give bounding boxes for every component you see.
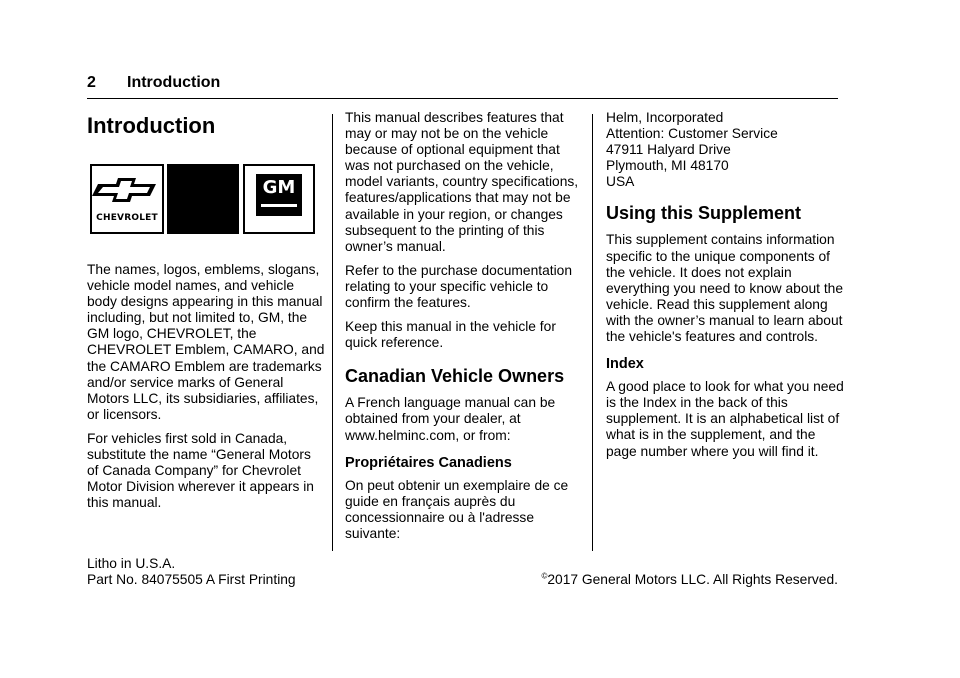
- copyright-text: 2017 General Motors LLC. All Rights Reserved.: [547, 572, 838, 587]
- column-1: [87, 110, 325, 519]
- keep-manual-paragraph: Keep this manual in the vehicle for quick reference.: [345, 319, 556, 351]
- heading-index: Index: [606, 356, 644, 373]
- address-block: [606, 110, 846, 190]
- dark-logo-panel: [167, 164, 239, 234]
- header-rule: [87, 98, 838, 99]
- address-line: Attention: Customer Service: [606, 126, 778, 142]
- features-paragraph: This manual describes features that may or may not be on the vehicle because of optional equipment that was not purchased on the vehicle, model variants, country specifications, features/applications that may not be available in your region, or changes subsequent to the printing of this owner’s manual.: [345, 110, 579, 254]
- gm-badge: [256, 174, 302, 216]
- french-manual-paragraph: A French language manual can be obtained from your dealer, at www.helminc.com, or from:: [345, 395, 556, 443]
- bowtie-icon: [92, 170, 162, 210]
- heading-proprietaires: Propriétaires Canadiens: [345, 454, 512, 471]
- part-number: Part No. 84075505 A First Printing: [87, 572, 296, 587]
- footer-left: [87, 556, 296, 588]
- heading-using-supplement: Using this Supplement: [606, 203, 802, 224]
- purchase-docs-paragraph: Refer to the purchase documentation relating to your specific vehicle to confirm the features.: [345, 262, 573, 311]
- gm-underline: [261, 204, 297, 207]
- address-line: USA: [606, 174, 635, 190]
- french-paragraph: On peut obtenir un exemplaire de ce guide en français auprès du concessionnaire ou à l'adresse suivante:: [345, 477, 569, 541]
- gm-wordmark: GM: [262, 177, 296, 198]
- chevrolet-logo: [90, 164, 164, 234]
- chevrolet-wordmark: CHEVROLET: [96, 213, 158, 223]
- address-line: Helm, Incorporated: [606, 110, 724, 125]
- canada-name-paragraph: For vehicles first sold in Canada, substitute the name “General Motors of Canada Company” for Chevrolet Motor Division wherever it appears in this manual.: [87, 430, 314, 511]
- address-line: 47911 Halyard Drive: [606, 142, 731, 158]
- column-divider-2: [592, 114, 593, 551]
- gm-logo: [243, 164, 315, 234]
- section-title: Introduction: [127, 74, 221, 91]
- heading-canadian-owners: Canadian Vehicle Owners: [345, 366, 565, 387]
- copyright-symbol: ©: [541, 571, 548, 581]
- trademark-paragraph: The names, logos, emblems, slogans, vehicle model names, and vehicle body designs appearing in this manual including, but not limited to, GM, the GM logo, CHEVROLET, the CHEVROLET Emblem, CAMARO, and the CAMARO Emblem are trademarks and/or service marks of General Motors LLC, its subsidiaries, affiliates, or licensors.: [87, 262, 325, 422]
- page-number: 2: [87, 74, 96, 91]
- address-line: Plymouth, MI 48170: [606, 158, 729, 174]
- column-3: [606, 110, 846, 468]
- litho-text: Litho in U.S.A.: [87, 556, 176, 571]
- supplement-paragraph: This supplement contains information specific to the unique components of the vehicle. It does not explain everything you need to know about the vehicle. Read this supplement along with the owner’s manual to learn about the vehicle's features and controls.: [606, 232, 844, 345]
- footer-copyright: [541, 572, 838, 588]
- index-paragraph: A good place to look for what you need is the Index in the back of this supplement. It is an alphabetical list of what is in the supplement, and the page number where you will find it.: [606, 379, 844, 459]
- column-divider-1: [332, 114, 333, 551]
- column-2: [345, 110, 582, 550]
- heading-introduction: Introduction: [87, 113, 216, 138]
- brand-logos: [87, 164, 325, 238]
